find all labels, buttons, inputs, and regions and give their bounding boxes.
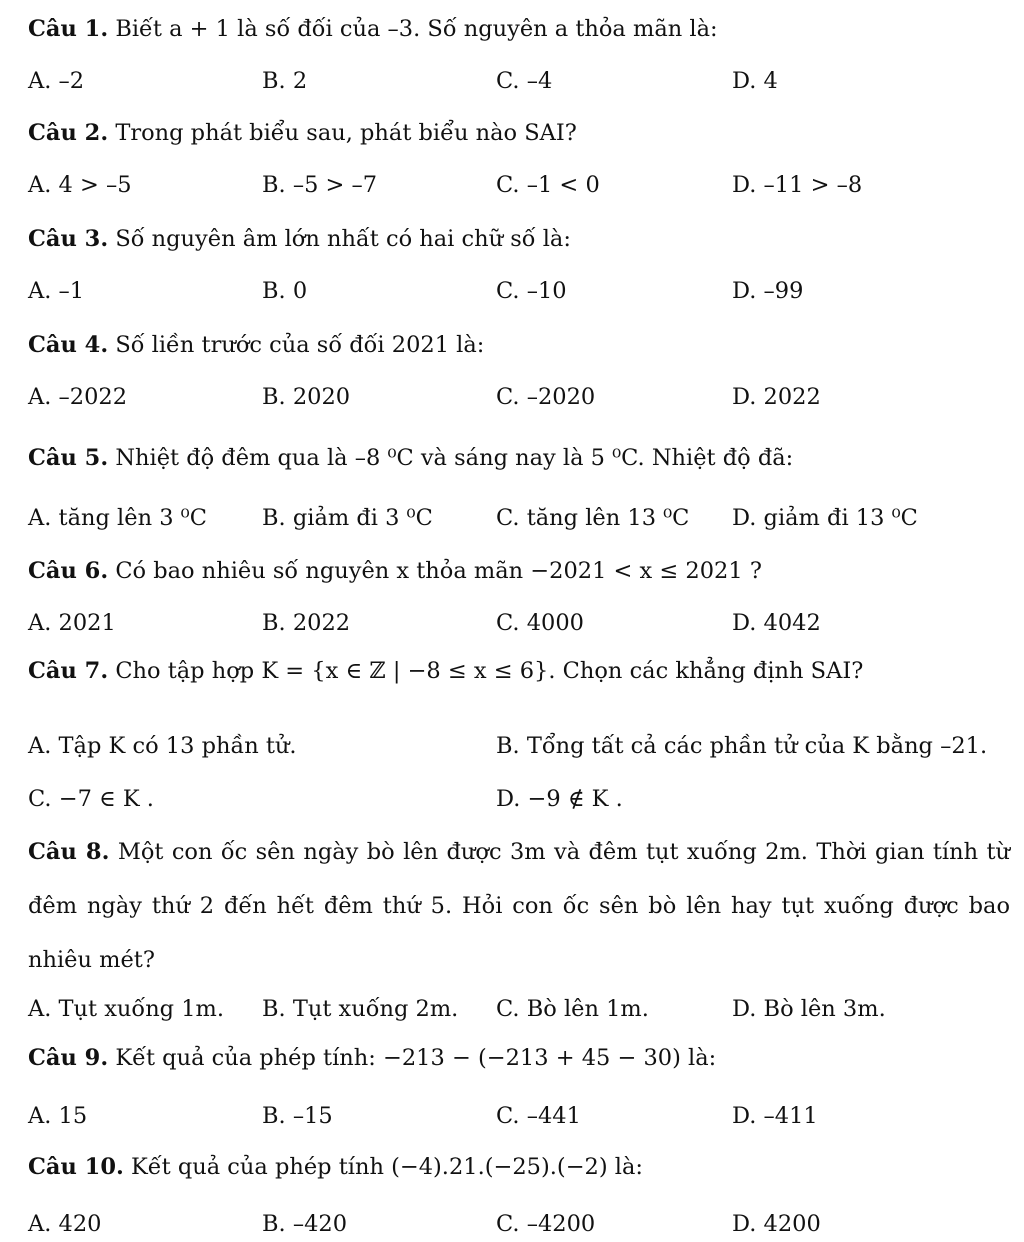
question-4 bbox=[28, 330, 1010, 360]
question-text: Cho tập hợp K = {x ∈ ℤ | −8 ≤ x ≤ 6}. Chọn các khẳng định SAI? bbox=[108, 658, 864, 684]
question-text: Số liền trước của số đối 2021 là: bbox=[108, 332, 485, 358]
option-d: D. 2022 bbox=[732, 384, 821, 410]
option-a: A. tăng lên 3 ⁰C bbox=[28, 505, 207, 531]
question-number: Câu 1. bbox=[28, 16, 109, 42]
option-a: A. 2021 bbox=[28, 610, 116, 636]
option-c: C. –4200 bbox=[496, 1211, 596, 1237]
option-b: B. 2020 bbox=[262, 384, 351, 410]
option-a: A. –2 bbox=[28, 68, 85, 94]
option-b: B. –420 bbox=[262, 1211, 348, 1237]
question-number: Câu 3. bbox=[28, 226, 109, 252]
question-2 bbox=[28, 118, 1010, 148]
option-a: A. –1 bbox=[28, 278, 85, 304]
question-6 bbox=[28, 556, 1010, 586]
question-3 bbox=[28, 224, 1010, 254]
question-text: Kết quả của phép tính: −213 − (−213 + 45 − 30) là: bbox=[108, 1045, 717, 1071]
question-number: Câu 7. bbox=[28, 658, 109, 684]
question-number: Câu 4. bbox=[28, 332, 109, 358]
option-b: B. 2 bbox=[262, 68, 308, 94]
option-c: C. 4000 bbox=[496, 610, 584, 636]
option-c: C. –4 bbox=[496, 68, 553, 94]
option-d: D. 4 bbox=[732, 68, 778, 94]
question-8 bbox=[28, 825, 1010, 987]
question-text: Kết quả của phép tính (−4).21.(−25).(−2) là: bbox=[123, 1154, 643, 1180]
option-c: C. −7 ∈ K . bbox=[28, 786, 154, 812]
option-b: B. –15 bbox=[262, 1103, 333, 1129]
question-number: Câu 2. bbox=[28, 120, 109, 146]
option-d: D. –11 > –8 bbox=[732, 172, 863, 198]
option-a: A. 420 bbox=[28, 1211, 102, 1237]
question-number: Câu 5. bbox=[28, 445, 109, 471]
question-number: Câu 9. bbox=[28, 1045, 109, 1071]
option-b: B. Tổng tất cả các phần tử của K bằng –21. bbox=[496, 733, 988, 759]
option-c: C. –1 < 0 bbox=[496, 172, 600, 198]
question-text: Có bao nhiêu số nguyên x thỏa mãn −2021 < x ≤ 2021 ? bbox=[108, 558, 762, 584]
question-7 bbox=[28, 656, 1010, 686]
option-c: C. tăng lên 13 ⁰C bbox=[496, 505, 690, 531]
option-a: A. Tụt xuống 1m. bbox=[28, 996, 225, 1022]
option-a: A. Tập K có 13 phần tử. bbox=[28, 733, 297, 759]
question-text: Một con ốc sên ngày bò lên được 3m và đêm tụt xuống 2m. Thời gian tính từ đêm ngày thứ 2 đến hết đêm thứ 5. Hỏi con ốc sên bò lên hay tụt xuống được bao nhiêu mét? bbox=[28, 839, 1011, 973]
option-c: C. Bò lên 1m. bbox=[496, 996, 649, 1022]
question-text: Nhiệt độ đêm qua là –8 ⁰C và sáng nay là 5 ⁰C. Nhiệt độ đã: bbox=[108, 445, 794, 471]
question-number: Câu 8. bbox=[28, 839, 110, 865]
option-b: B. –5 > –7 bbox=[262, 172, 378, 198]
option-d: D. giảm đi 13 ⁰C bbox=[732, 505, 918, 531]
option-a: A. –2022 bbox=[28, 384, 128, 410]
option-c: C. –441 bbox=[496, 1103, 581, 1129]
option-b: B. 2022 bbox=[262, 610, 351, 636]
option-d: D. 4200 bbox=[732, 1211, 821, 1237]
question-text: Biết a + 1 là số đối của –3. Số nguyên a thỏa mãn là: bbox=[108, 16, 718, 42]
question-text: Số nguyên âm lớn nhất có hai chữ số là: bbox=[108, 226, 571, 252]
option-d: D. Bò lên 3m. bbox=[732, 996, 886, 1022]
option-d: D. 4042 bbox=[732, 610, 821, 636]
option-c: C. –2020 bbox=[496, 384, 596, 410]
option-d: D. –411 bbox=[732, 1103, 818, 1129]
question-5 bbox=[28, 443, 1010, 473]
question-10 bbox=[28, 1152, 1010, 1182]
option-b: B. 0 bbox=[262, 278, 308, 304]
question-number: Câu 10. bbox=[28, 1154, 124, 1180]
option-c: C. –10 bbox=[496, 278, 567, 304]
question-1 bbox=[28, 14, 1010, 44]
option-b: B. giảm đi 3 ⁰C bbox=[262, 505, 433, 531]
option-a: A. 15 bbox=[28, 1103, 88, 1129]
option-b: B. Tụt xuống 2m. bbox=[262, 996, 459, 1022]
option-d: D. –99 bbox=[732, 278, 804, 304]
option-d: D. −9 ∉ K . bbox=[496, 786, 623, 812]
option-a: A. 4 > –5 bbox=[28, 172, 132, 198]
question-text: Trong phát biểu sau, phát biểu nào SAI? bbox=[108, 120, 577, 146]
question-9 bbox=[28, 1043, 1010, 1073]
question-number: Câu 6. bbox=[28, 558, 109, 584]
